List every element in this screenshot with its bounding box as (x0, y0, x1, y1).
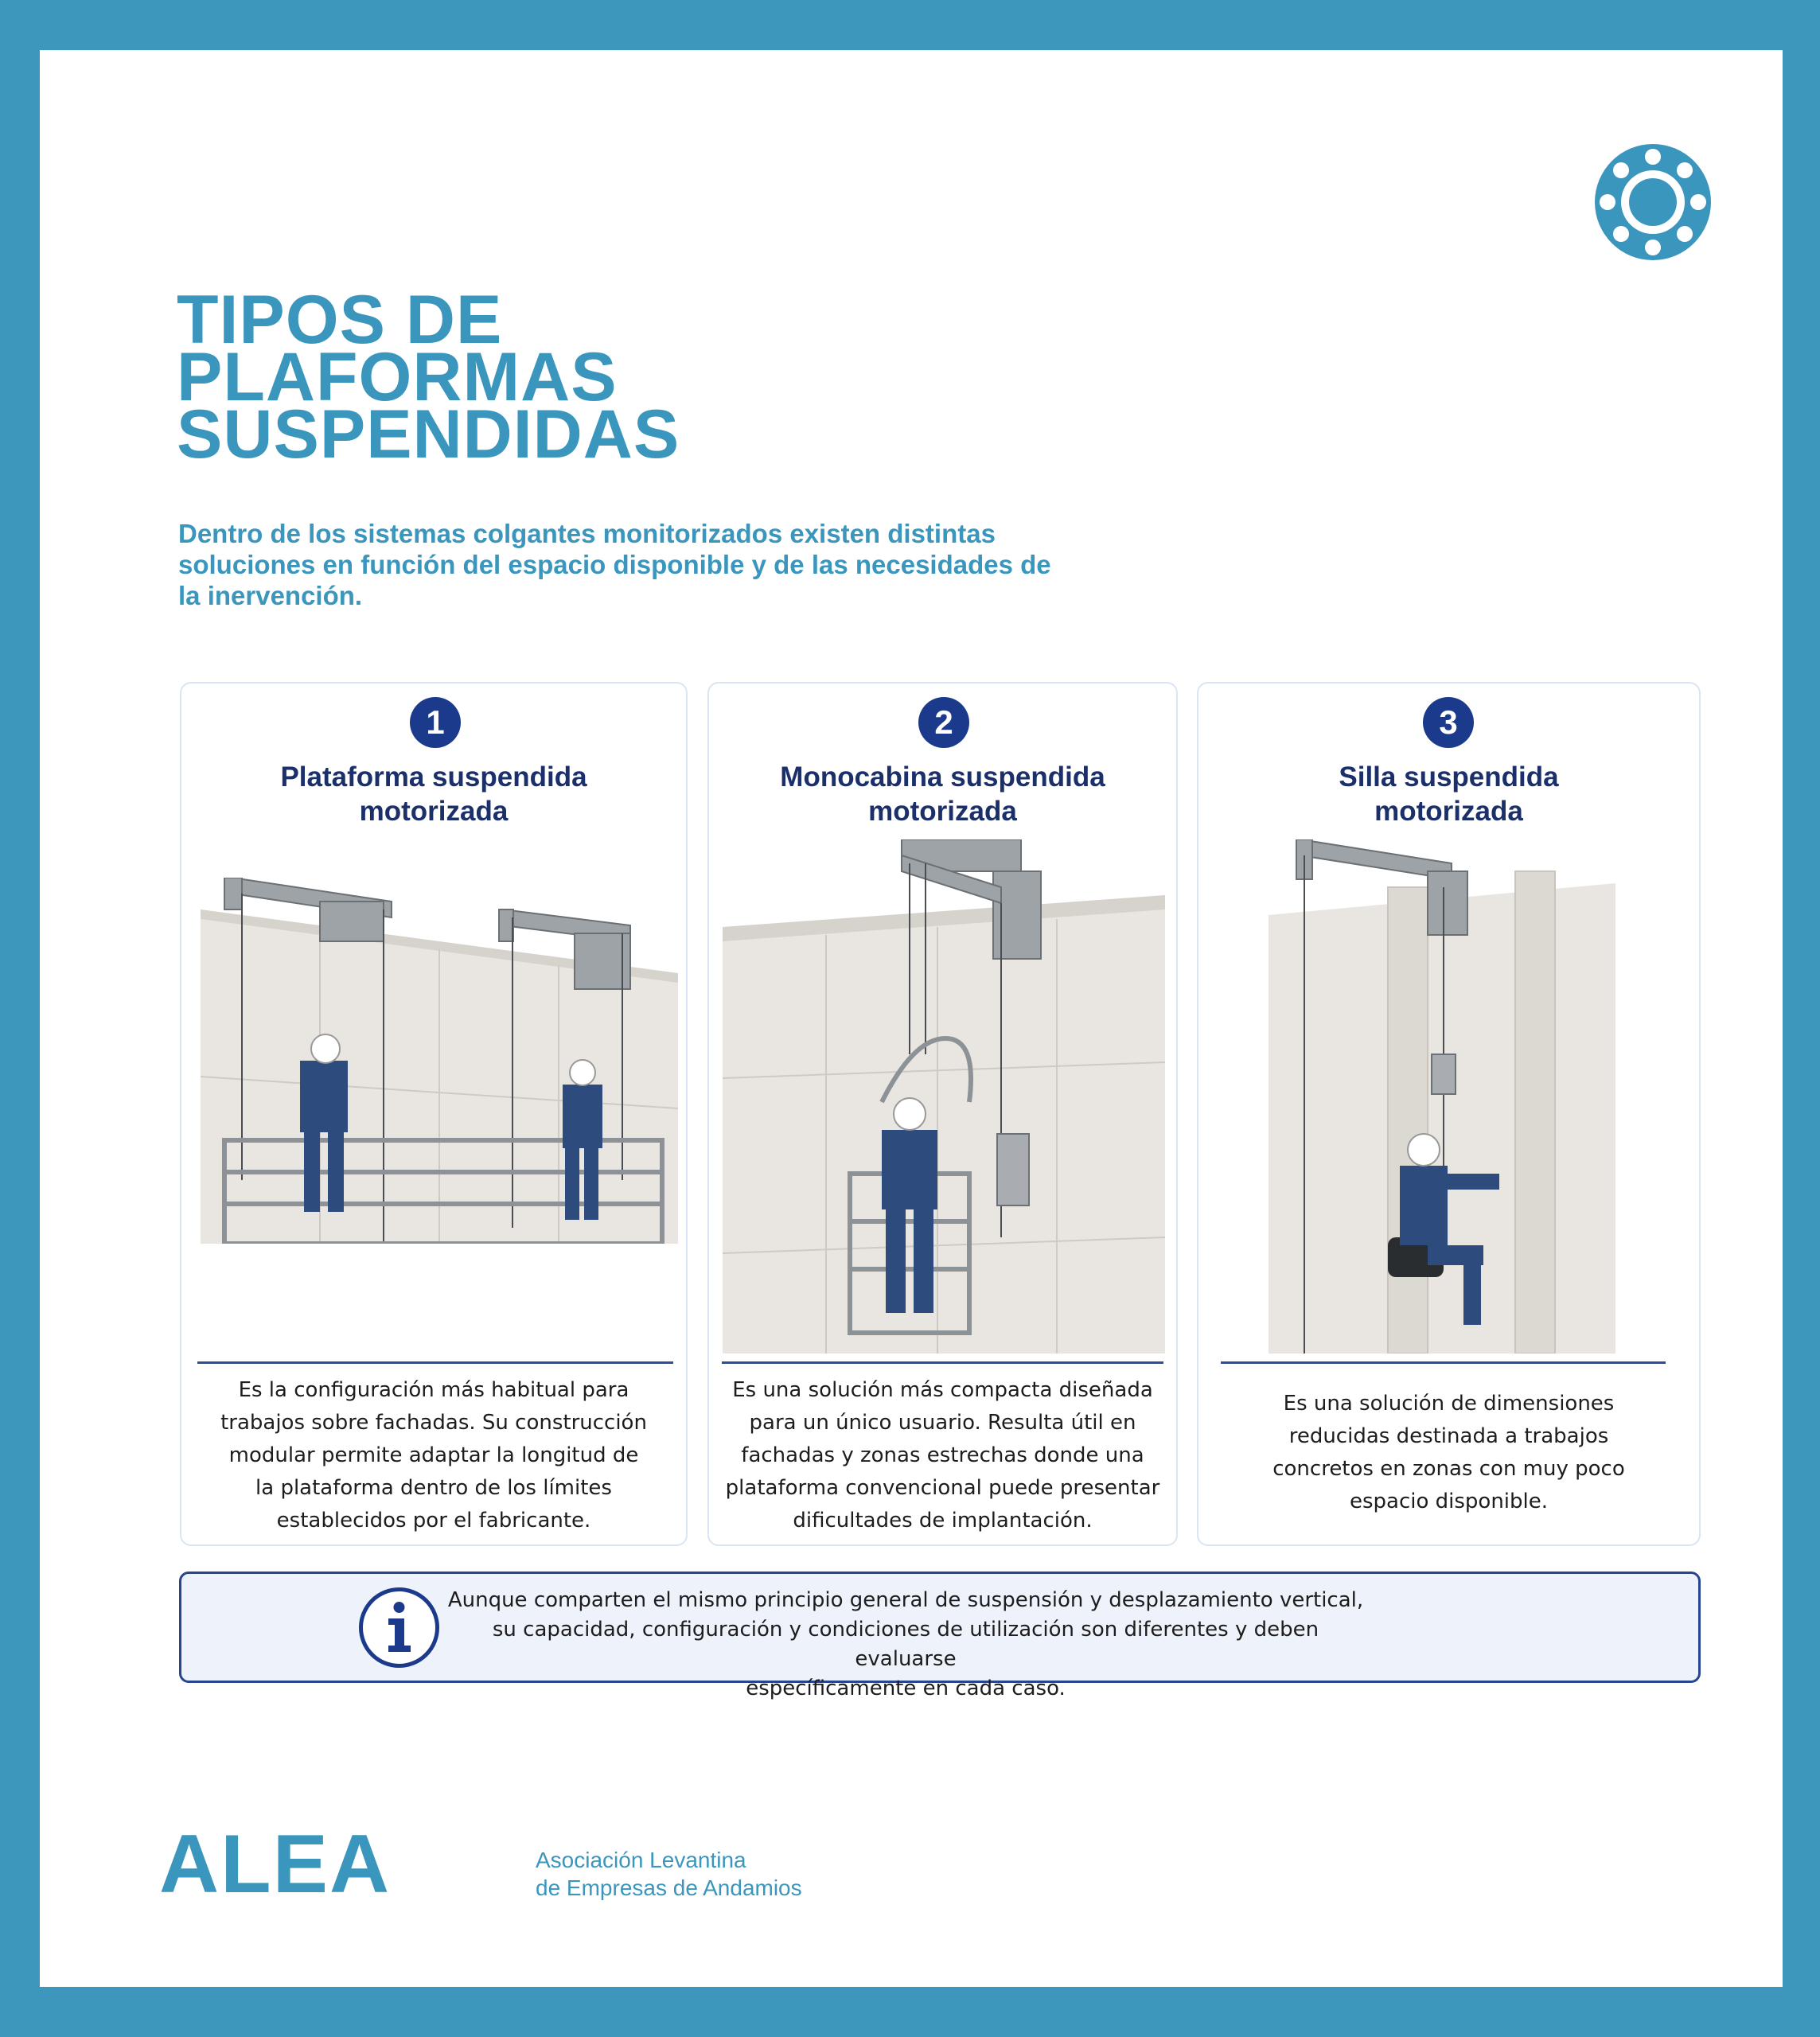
page-title (177, 282, 680, 473)
info-icon (358, 1587, 440, 1669)
card-divider (1221, 1361, 1666, 1364)
card-monocabin (707, 682, 1178, 1546)
suspended-platform-illustration (201, 878, 678, 1244)
card-platform (180, 682, 688, 1546)
title-line: PLAFORMAS (177, 339, 618, 415)
ring-of-dots-icon (1595, 144, 1711, 260)
suspended-chair-illustration (1269, 839, 1615, 1353)
card-title: Monocabina suspendida motorizada (780, 761, 1105, 827)
info-note-text: Aunque comparten el mismo principio general de suspensión y desplazamiento vertical, su capacidad, configuración y condiciones de utilización son diferentes y deben evaluarse específicamente en cada caso. (447, 1588, 1364, 1700)
brand-logo: ALEA (159, 1818, 392, 1910)
card-description: Es una solución de dimensiones reducidas destinada a trabajos concretos en zonas con muy poco espacio disponible. (1272, 1392, 1625, 1513)
card-number-badge: 3 (1423, 697, 1474, 748)
intro-text: Dentro de los sistemas colgantes monitorizados existen distintas soluciones en función del espacio disponible y de las necesidades de la inervención. (178, 519, 1051, 610)
title-line: TIPOS DE (177, 282, 503, 358)
card-description: Es una solución más compacta diseñada para un único usuario. Resulta útil en fachadas y zonas estrechas donde una plataforma convencional puede presentar dificultades de implantación. (725, 1378, 1160, 1533)
card-description: Es la configuración más habitual para trabajos sobre fachadas. Su construcción modular permite adaptar la longitud de la plataforma dentro de los límites establecidos por el fabricante. (220, 1378, 647, 1533)
card-divider (197, 1361, 673, 1364)
brand-subtitle: Asociación Levantina de Empresas de Andamios (536, 1848, 802, 1900)
card-title: Silla suspendida motorizada (1339, 761, 1559, 827)
card-number-badge: 2 (918, 697, 969, 748)
card-divider (722, 1361, 1163, 1364)
card-number-badge: 1 (410, 697, 461, 748)
info-note (179, 1572, 1701, 1700)
card-title: Plataforma suspendida motorizada (280, 761, 587, 827)
monocabin-illustration (723, 839, 1165, 1353)
title-line: SUSPENDIDAS (177, 396, 680, 473)
card-chair (1197, 682, 1701, 1546)
